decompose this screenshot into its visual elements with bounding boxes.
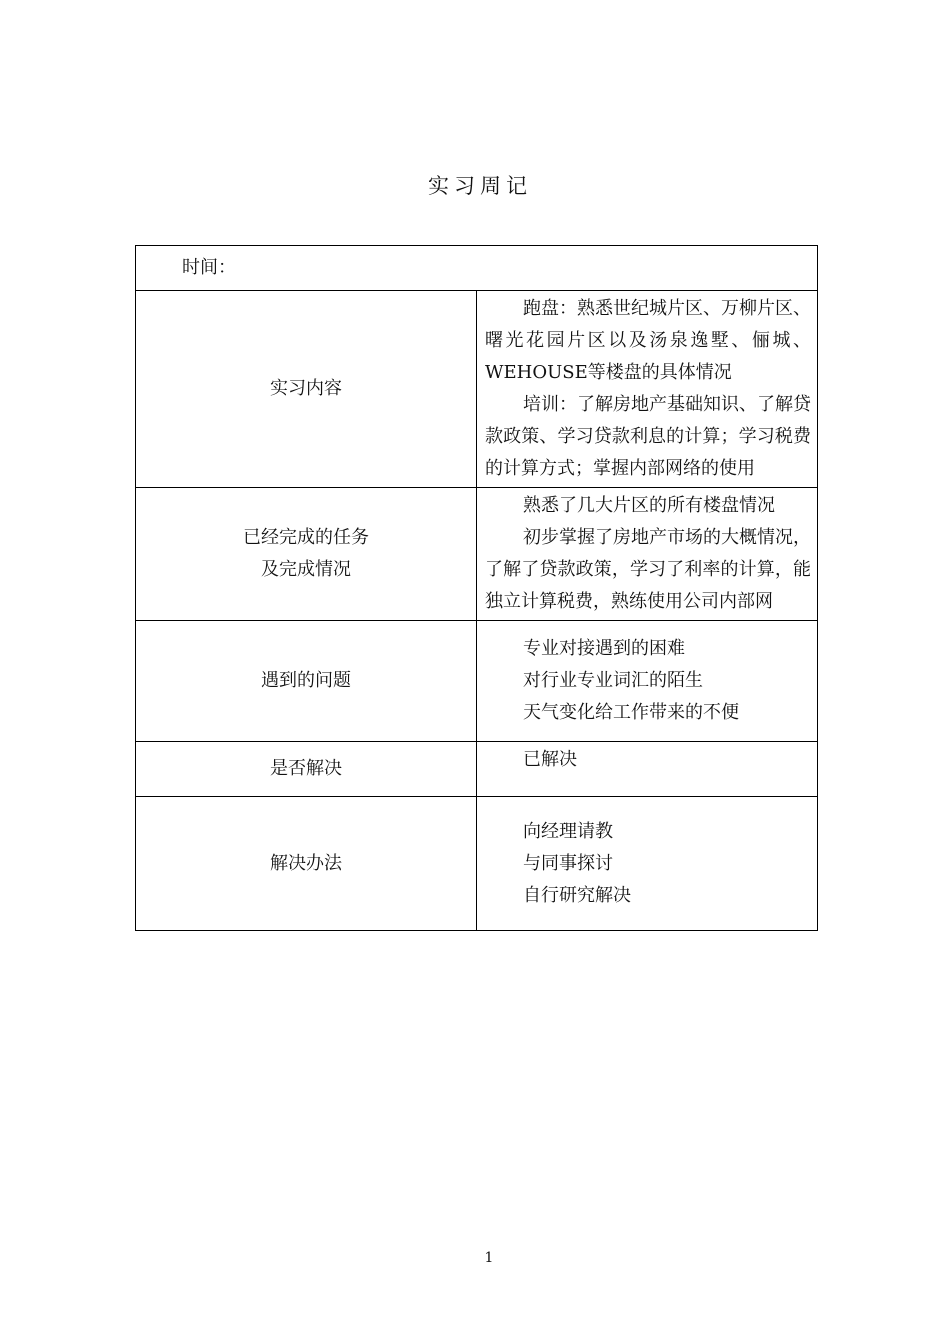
completed-tasks-label-line-1: 已经完成的任务 <box>243 527 369 548</box>
problems-label: 遇到的问题 <box>136 621 477 742</box>
problem-item: 专业对接遇到的困难 <box>523 638 685 659</box>
solution-cell <box>477 797 818 931</box>
time-row <box>136 246 818 291</box>
time-label: 时间： <box>136 246 818 291</box>
completed-paragraph-1: 熟悉了几大片区的所有楼盘情况 <box>523 495 775 516</box>
resolved-cell <box>477 742 818 797</box>
solution-item: 自行研究解决 <box>523 884 631 906</box>
resolved-label: 是否解决 <box>136 742 477 797</box>
internship-content-cell <box>477 291 818 488</box>
document-title: 实习周记 <box>428 174 532 198</box>
completed-tasks-label <box>136 488 477 621</box>
completed-paragraph-2: 初步掌握了房地产市场的大概情况，了解了贷款政策，学习了利率的计算，能独立计算税费，熟练使用公司内部网 <box>485 527 811 612</box>
resolved-row <box>136 742 818 797</box>
completed-tasks-row <box>136 488 818 621</box>
resolved-value: 已解决 <box>523 749 577 770</box>
solution-item: 向经理请教 <box>523 820 613 842</box>
solution-label: 解决办法 <box>136 797 477 931</box>
solution-row <box>136 797 818 931</box>
completed-tasks-label-line-2: 及完成情况 <box>261 559 351 580</box>
problems-row <box>136 621 818 742</box>
completed-tasks-cell <box>477 488 818 621</box>
problems-cell <box>477 621 818 742</box>
page-number: 1 <box>484 1250 494 1266</box>
content-paragraph-running: 跑盘：熟悉世纪城片区、万柳片区、曙光花园片区以及汤泉逸墅、俪城、WEHOUSE等楼盘的具体情况 <box>485 298 811 383</box>
internship-content-row <box>136 291 818 488</box>
solution-item: 与同事探讨 <box>523 852 613 874</box>
weekly-report-table <box>135 245 818 931</box>
content-paragraph-training: 培训：了解房地产基础知识、了解贷款政策、学习贷款利息的计算；学习税费的计算方式；掌握内部网络的使用 <box>485 394 811 479</box>
problem-item: 对行业专业词汇的陌生 <box>523 670 703 691</box>
problem-item: 天气变化给工作带来的不便 <box>523 702 739 723</box>
internship-content-label: 实习内容 <box>136 291 477 488</box>
